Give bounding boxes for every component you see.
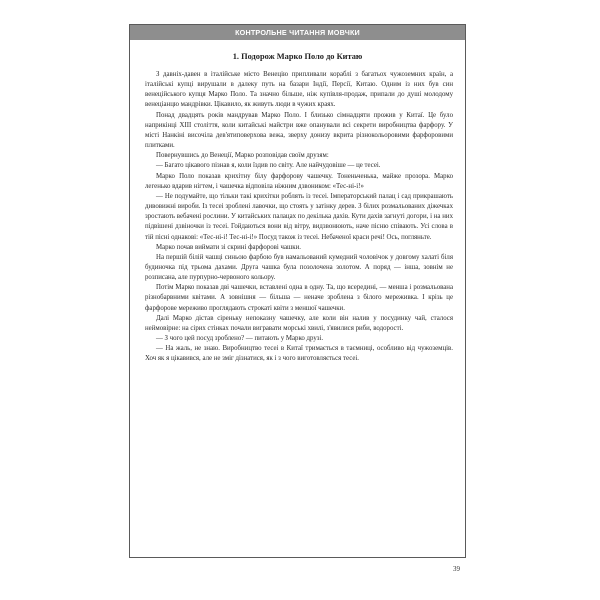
paragraph: Понад двадцять років мандрував Марко Поло. І близько сімнадцяти прожив у Китаї. Це було наприкінці XIII століття, коли китайські майстри вже опанували всі секрети виробництва фарфору. У місті Нанкіні височіла дев'ятиповерхова вежа, зверху донизу вкрита різнокольоровими фарфоровими плитками. [145,111,453,150]
section-header-bar [130,25,465,40]
paragraph: Потім Марко показав дві чашечки, вставлені одна в одну. Та, що всередині, — менша і розмальована різнобарвними квітами. А зовнішня — більша — неначе зроблена з білого мереживка. І крізь це фарфорове мереживо проглядають строкаті квіти з меншої чашечки. [145,284,453,312]
paragraph: Повернувшись до Венеції, Марко розповідав своїм друзям: [156,152,329,160]
page-number: 39 [453,565,460,573]
paragraph: На першій білій чашці синьою фарбою був намальований кумедний чоловічок у довгому халаті біля будиночка під трьома дахами. Друга чашка була позолочена золотом. А поряд — інша, зовнім не розписана, але пурпурно-червоного кольору. [145,253,453,282]
section-header-label: КОНТРОЛЬНЕ ЧИТАННЯ МОВЧКИ [235,28,360,37]
paragraph: — На жаль, не знаю. Виробництво тесеі в Китаї тримається в таємниці, особливо від чужоземців. Хоч як я цікавився, але не зміг дізнатися, як і з чого виготовляється тесеі. [145,345,453,363]
paragraph: З давніх-давен в італійське місто Венецію припливали кораблі з багатьох чужоземних країн, а італійські купці вирушали в далеку путь на базари Індії, Персії, Китаю. Одним із них був син венеційського купця Марко Поло. Та значно більше, ніж купівля-продаж, припали до душі молодому венеціанцю мандрівки. Цікавило, як живуть люди в чужих краях. [145,71,453,109]
paragraph: Марко почав виймати зі скрині фарфорові чашки. [156,243,301,251]
story-body [145,70,453,365]
content-frame [129,24,466,558]
paragraph: — Не подумайте, що тільки такі крихітки роблять із тесеі. Імператорський палац і сад прикрашають дивовижні вироби. Із тесеі зроблені лавочки, що стоять у затінку дерев. З білих розмальованих діжечках зростають вебачені рослини. У китайських палацах по декілька дахів. Кути дахів загнуті догори, і на них підвішені дзвіночки із тесеі. Гойдаються вони від вітру, видзвонюють, наче пісню співають. Усі слова в тій пісні однакові: «Тес-ні-і! Тес-ні-і!» Посуд також із тесеі. Небаченої краси речі! Ось, погляньте. [145,192,453,241]
paragraph: — Багато цікавого пізнав я, коли їздив по світу. Але найчудовіше — це тесеі. [156,162,381,170]
paragraph: Марко Поло показав крихітну білу фарфорову чашечку. Тоненьченька, майже прозора. Марко легенько вдарив нігтем, і чашечка відповіла ніжним дзвоником: «Тес-ні-і!» [145,172,453,190]
story-title: 1. Подорож Марко Поло до Китаю [232,52,363,61]
paragraph: — З чого цей посуд зроблено? — питають у Марко друзі. [156,335,324,343]
paragraph: Далі Марко дістав сіреньку непоказну чашечку, але коли він налив у посудинку чай, сталося неймовірне: на сірих стінках почали вигравати морські хвилі, з'явилися риби, водорості. [145,314,453,332]
